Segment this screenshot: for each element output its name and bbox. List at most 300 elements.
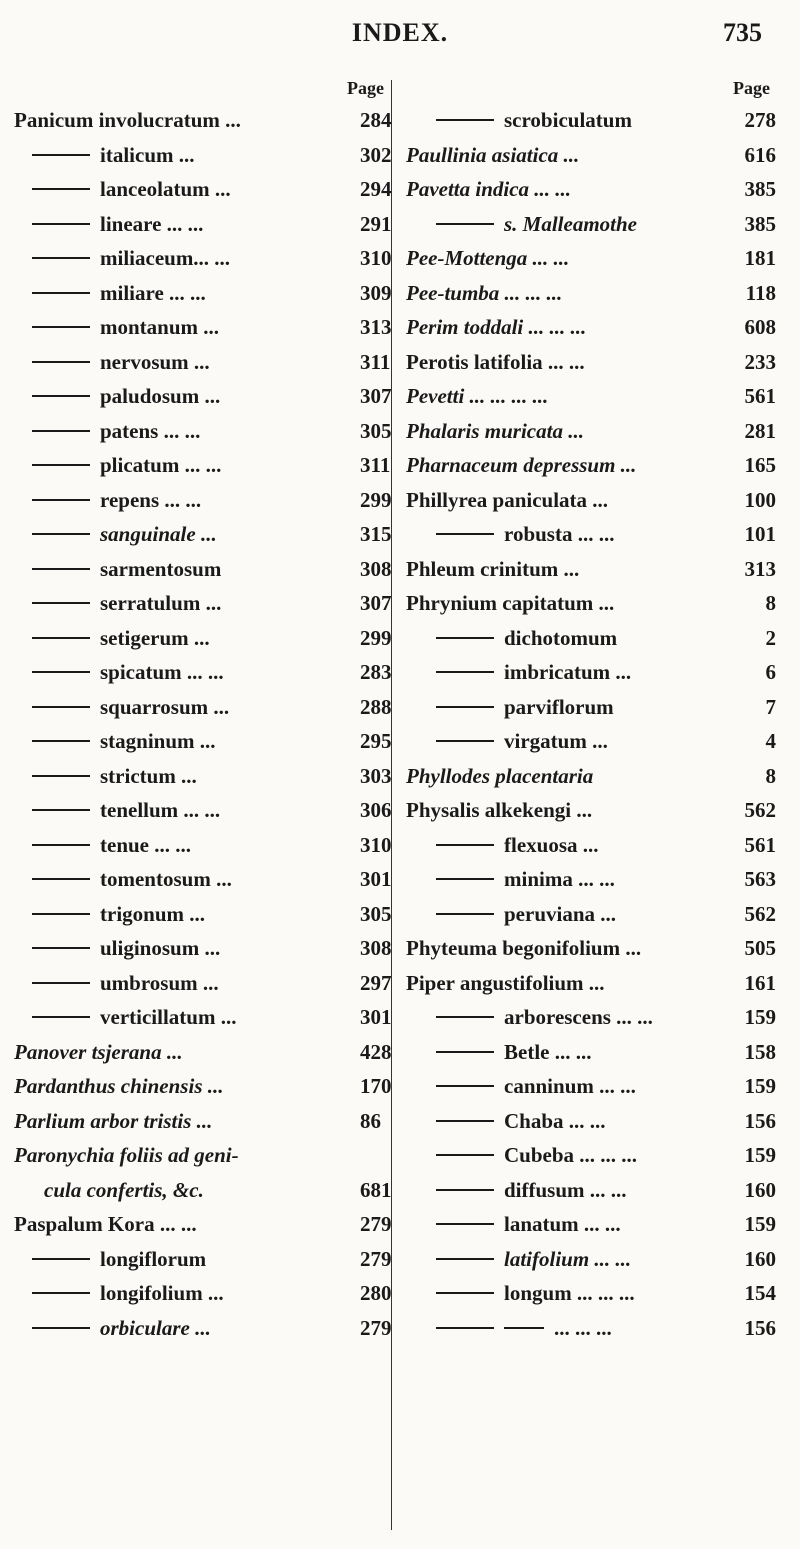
entry-name	[14, 1143, 239, 1168]
ditto-dash	[32, 775, 90, 777]
entry-text: miliaceum... ...	[100, 246, 231, 270]
index-entry	[400, 486, 782, 521]
entry-page-number: 118	[745, 280, 776, 305]
ditto-dash	[32, 257, 90, 259]
index-entry: sanguinale ... 315	[14, 520, 392, 555]
index-entry: umbrosum ... 297	[14, 969, 392, 1004]
entry-name	[32, 419, 200, 444]
ditto-dash	[32, 533, 90, 535]
page-column-heading	[14, 78, 392, 106]
ditto-dash	[436, 740, 494, 742]
entry-page-number: 608	[744, 315, 776, 339]
entry-name	[44, 1178, 204, 1203]
entry-name	[436, 902, 616, 927]
entry-page-number: 8	[765, 763, 776, 788]
entry-name	[32, 971, 219, 996]
index-entry: montanum ... 313	[14, 313, 392, 348]
entry-text: parviflorum	[504, 694, 614, 719]
entry-text: arborescens ... ...	[504, 1005, 653, 1029]
entry-page-number: 101	[744, 522, 776, 546]
index-entry	[400, 796, 782, 831]
ditto-dash	[32, 740, 90, 742]
entry-text: sanguinale ...	[100, 522, 217, 546]
index-entry: lineare ... ... 291	[14, 210, 392, 245]
index-entry	[400, 1038, 782, 1073]
index-entry: tomentosum ... 301	[14, 865, 392, 900]
entry-page-number: 561	[744, 384, 776, 408]
page-number: 735	[723, 18, 762, 47]
entry-name	[436, 833, 599, 858]
entry-name	[406, 971, 605, 996]
entry-page-number: 100	[744, 487, 776, 512]
entry-page-number: 159	[744, 1212, 776, 1236]
ditto-dash	[504, 1327, 544, 1329]
entry-text: robusta ... ...	[504, 522, 615, 546]
ditto-dash	[32, 1292, 90, 1294]
ditto-dash	[32, 568, 90, 570]
ditto-dash	[32, 395, 90, 397]
index-entry	[400, 865, 782, 900]
index-entry	[400, 210, 782, 245]
index-entry: setigerum ... 299	[14, 624, 392, 659]
entry-text: setigerum ...	[100, 625, 210, 650]
entry-text: spicatum ... ...	[100, 660, 224, 684]
entry-text: flexuosa ...	[504, 832, 599, 857]
page-label: Page	[347, 78, 384, 98]
entry-name	[406, 177, 571, 202]
ditto-dash	[32, 499, 90, 501]
entry-name	[436, 522, 614, 547]
index-entry: plicatum ... ... 311	[14, 451, 392, 486]
ditto-dash	[436, 119, 494, 121]
index-entry: uliginosum ... 308	[14, 934, 392, 969]
entry-text: Panover tsjerana ...	[14, 1039, 183, 1064]
entry-text: Phrynium capitatum ...	[406, 591, 615, 615]
entry-text: trigonum ...	[100, 901, 205, 926]
page-column-heading	[400, 78, 782, 106]
entry-page-number: 8	[765, 591, 776, 615]
entry-name	[32, 798, 220, 823]
index-entry: Pardanthus chinensis ... 170	[14, 1074, 392, 1098]
entry-text: lanceolatum ...	[100, 177, 231, 201]
index-entry	[400, 348, 782, 383]
entry-text: uliginosum ...	[100, 936, 221, 960]
ditto-dash	[32, 188, 90, 190]
index-entry: lanceolatum ... 294	[14, 175, 392, 210]
entry-name	[32, 453, 221, 478]
entry-name	[436, 1005, 653, 1030]
page-title: INDEX.	[351, 18, 449, 47]
entry-text: Pee-tumba ... ... ...	[406, 280, 563, 305]
entry-text: verticillatum ...	[100, 1005, 237, 1029]
entry-text: nervosum ...	[100, 349, 210, 374]
index-entry: paludosum ... 307	[14, 382, 392, 417]
entry-text: repens ... ...	[100, 487, 202, 512]
ditto-dash	[436, 1189, 494, 1191]
entry-name	[436, 212, 637, 237]
entry-page-number: 562	[744, 901, 776, 926]
entry-page-number: 159	[744, 1005, 776, 1029]
ditto-dash	[436, 878, 494, 880]
entry-page-number: 6	[765, 660, 776, 684]
index-entry: Panicum involucratum ... 284	[14, 108, 392, 132]
entry-text: Phyllodes placentaria	[406, 763, 594, 788]
index-entry	[400, 934, 782, 969]
index-entry	[400, 1141, 782, 1176]
entry-name	[406, 419, 584, 444]
entry-text: Phleum crinitum ...	[406, 556, 580, 581]
entry-name	[14, 1212, 197, 1237]
index-entry	[400, 969, 782, 1004]
ditto-dash	[32, 223, 90, 225]
index-entry	[400, 727, 782, 762]
entry-name	[406, 798, 592, 823]
ditto-dash	[436, 671, 494, 673]
index-entry: Parlium arbor tristis ... 86	[14, 1108, 381, 1133]
entry-name	[406, 557, 579, 582]
index-entry: sarmentosum 308	[14, 555, 392, 590]
entry-text: Physalis alkekengi ...	[406, 798, 593, 822]
entry-name	[32, 522, 217, 547]
entry-text: serratulum ...	[100, 591, 222, 615]
entry-text: orbiculare ...	[100, 1315, 211, 1340]
index-entry: longiflorum 279	[14, 1245, 392, 1280]
page-label: Page	[733, 78, 770, 98]
entry-text: lanatum ... ...	[504, 1212, 621, 1236]
index-entry	[400, 520, 782, 555]
entry-name	[32, 315, 219, 340]
ditto-dash	[32, 671, 90, 673]
entry-text: Pee-Mottenga ... ...	[406, 246, 570, 270]
index-entry: trigonum ... 305	[14, 900, 392, 935]
entry-name	[32, 902, 205, 927]
entry-text: plicatum ... ...	[100, 453, 222, 477]
ditto-dash	[436, 706, 494, 708]
entry-text: squarrosum ...	[100, 694, 230, 719]
entry-page-number: 385	[744, 211, 776, 236]
entry-text: Paullinia asiatica ...	[406, 142, 580, 167]
ditto-dash	[436, 1051, 494, 1053]
index-entry: longifolium ... 280	[14, 1279, 392, 1314]
index-entry	[400, 1176, 782, 1211]
ditto-dash	[32, 464, 90, 466]
entry-name	[436, 1212, 621, 1237]
entry-text: Paspalum Kora ... ...	[14, 1212, 197, 1236]
index-entry: serratulum ... 307	[14, 589, 392, 624]
entry-name	[406, 246, 569, 271]
entry-page-number: 562	[744, 798, 776, 822]
index-entry	[400, 175, 782, 210]
entry-page-number: 181	[744, 246, 776, 270]
entry-page-number: 154	[744, 1281, 776, 1305]
index-entry	[400, 555, 782, 590]
index-entry	[400, 417, 782, 452]
entry-text: montanum ...	[100, 315, 220, 339]
ditto-dash	[32, 1327, 90, 1329]
entry-name	[436, 1247, 631, 1272]
ditto-dash	[32, 913, 90, 915]
ditto-dash	[436, 1292, 494, 1294]
entry-name	[32, 695, 229, 720]
entry-text: tenue ... ...	[100, 832, 191, 857]
entry-text: Phillyrea paniculata ...	[406, 487, 609, 512]
entry-text: patens ... ...	[100, 418, 201, 443]
entry-name	[32, 833, 191, 858]
entry-page-number: 161	[744, 970, 776, 995]
index-entry	[400, 589, 782, 624]
entry-name	[32, 1316, 211, 1341]
ditto-dash	[436, 1258, 494, 1260]
entry-page-number: 563	[744, 867, 776, 891]
entry-name	[436, 695, 614, 720]
ditto-dash	[436, 1120, 494, 1122]
entry-name	[32, 591, 221, 616]
entry-text: cula confertis, &c.	[44, 1177, 204, 1202]
ditto-dash	[32, 1016, 90, 1018]
ditto-dash	[436, 913, 494, 915]
entry-name	[436, 626, 617, 651]
entry-text: Perim toddali ... ... ...	[406, 315, 587, 339]
entry-text: sarmentosum	[100, 556, 222, 581]
entry-page-number: 313	[744, 556, 776, 581]
entry-name	[436, 660, 631, 685]
entry-name	[32, 729, 216, 754]
entry-text: longifolium ...	[100, 1281, 224, 1305]
index-entry	[400, 693, 782, 728]
ditto-dash	[436, 1154, 494, 1156]
entry-page-number: 156	[744, 1315, 776, 1340]
entry-page-number: 160	[744, 1246, 776, 1271]
entry-name	[32, 867, 232, 892]
entry-text: diffusum ... ...	[504, 1177, 627, 1202]
index-entry	[400, 279, 782, 314]
index-entry: strictum ... 303	[14, 762, 392, 797]
index-entry	[400, 1072, 782, 1107]
entry-name	[406, 315, 586, 340]
ditto-dash	[32, 947, 90, 949]
ditto-dash	[32, 430, 90, 432]
index-entry: nervosum ... 311	[14, 348, 392, 383]
entry-text: stagninum ...	[100, 729, 216, 753]
ditto-dash	[436, 223, 494, 225]
index-entry	[400, 1003, 782, 1038]
index-entry	[400, 658, 782, 693]
entry-text: virgatum ...	[504, 729, 608, 753]
ditto-dash	[32, 637, 90, 639]
entry-page-number: 4	[765, 729, 776, 753]
index-entry	[400, 1107, 782, 1142]
index-entry: patens ... ... 305	[14, 417, 392, 452]
index-entry	[400, 900, 782, 935]
entry-name	[436, 867, 615, 892]
entry-name	[32, 936, 220, 961]
entry-text: Paronychia foliis ad geni-	[14, 1143, 239, 1167]
entry-text: peruviana ...	[504, 901, 617, 926]
index-entry: spicatum ... ... 283	[14, 658, 392, 693]
entry-name	[32, 1005, 236, 1030]
ditto-dash	[32, 361, 90, 363]
entry-name	[406, 488, 608, 513]
entry-name	[32, 764, 197, 789]
entry-text: Pardanthus chinensis ...	[14, 1074, 224, 1098]
entry-text: Parlium arbor tristis ...	[14, 1108, 213, 1133]
entry-name	[436, 1074, 636, 1099]
entry-text: Chaba ... ...	[504, 1108, 606, 1133]
entry-name	[406, 453, 636, 478]
index-entry	[400, 1210, 782, 1245]
entry-text: scrobiculatum	[504, 108, 632, 132]
index-entry: miliaceum... ... 310	[14, 244, 392, 279]
index-entry	[400, 1245, 782, 1280]
entry-name	[32, 177, 231, 202]
entry-page-number: 616	[744, 142, 776, 167]
ditto-dash	[32, 1258, 90, 1260]
ditto-dash	[436, 533, 494, 535]
entry-text: lineare ... ...	[100, 211, 204, 236]
ditto-dash	[436, 1016, 494, 1018]
entry-text: Pharnaceum depressum ...	[406, 453, 637, 477]
entry-text: dichotomum	[504, 625, 618, 650]
ditto-dash	[436, 1327, 494, 1329]
ditto-dash	[32, 809, 90, 811]
page-header	[0, 18, 800, 54]
entry-name	[32, 143, 195, 168]
entry-name	[32, 281, 206, 306]
index-entry: Panover tsjerana ... 428	[14, 1039, 392, 1064]
entry-text: Pevetti ... ... ... ...	[406, 384, 549, 408]
index-entry: verticillatum ... 301	[14, 1003, 392, 1038]
entry-text: italicum ...	[100, 142, 195, 167]
entry-page-number: 505	[744, 936, 776, 960]
entry-name	[32, 626, 210, 651]
entry-name	[436, 108, 632, 133]
entry-name	[436, 1281, 635, 1306]
entry-text: canninum ... ...	[504, 1074, 636, 1098]
entry-name	[32, 660, 224, 685]
entry-name	[32, 350, 210, 375]
entry-name	[32, 557, 221, 582]
index-entry	[400, 831, 782, 866]
entry-name	[406, 350, 585, 375]
entry-name	[436, 1143, 637, 1168]
index-entry	[400, 244, 782, 279]
entry-name	[436, 1040, 591, 1065]
ditto-dash	[32, 878, 90, 880]
ditto-dash	[32, 706, 90, 708]
entry-text: Panicum involucratum ...	[14, 108, 241, 132]
entry-name	[14, 1074, 224, 1099]
entry-name	[32, 488, 201, 513]
index-entry: miliare ... ... 309	[14, 279, 392, 314]
entry-text: tomentosum ...	[100, 867, 232, 891]
ditto-dash	[436, 637, 494, 639]
index-entry	[400, 141, 782, 176]
ditto-dash	[436, 1085, 494, 1087]
index-entry: cula confertis, &c. 681	[44, 1177, 392, 1202]
index-entry: Paspalum Kora ... ... 279	[14, 1212, 392, 1236]
entry-text: paludosum ...	[100, 384, 221, 408]
entry-page-number: 156	[744, 1108, 776, 1133]
entry-name	[406, 936, 641, 961]
entry-name	[406, 764, 593, 789]
index-entry	[400, 762, 782, 797]
index-entry: stagninum ... 295	[14, 727, 392, 762]
index-entry	[400, 624, 782, 659]
index-entry	[400, 451, 782, 486]
index-entry: italicum ... 302	[14, 141, 392, 176]
entry-page-number: 159	[744, 1143, 776, 1167]
entry-name	[32, 384, 220, 409]
entry-name	[14, 1109, 212, 1134]
index-entry: orbiculare ... 279	[14, 1314, 392, 1349]
entry-text: miliare ... ...	[100, 280, 206, 305]
ditto-dash	[436, 1223, 494, 1225]
entry-text: strictum ...	[100, 763, 197, 788]
index-entry	[400, 1314, 782, 1349]
entry-name	[14, 108, 241, 133]
index-entry: tenue ... ... 310	[14, 831, 392, 866]
entry-text: Perotis latifolia ... ...	[406, 349, 585, 374]
ditto-dash	[32, 602, 90, 604]
index-entry: tenellum ... ... 306	[14, 796, 392, 831]
entry-text: Phyteuma begonifolium ...	[406, 936, 642, 960]
entry-text: umbrosum ...	[100, 970, 219, 995]
index-entry	[400, 382, 782, 417]
entry-page-number: 2	[765, 625, 776, 650]
index-entry	[400, 313, 782, 348]
index-entry	[400, 106, 782, 141]
ditto-dash	[32, 844, 90, 846]
index-column-right	[400, 78, 782, 1348]
entry-text: longum ... ... ...	[504, 1281, 635, 1305]
index-entry: repens ... ... 299	[14, 486, 392, 521]
entry-text: minima ... ...	[504, 867, 615, 891]
entry-text: tenellum ... ...	[100, 798, 221, 822]
ditto-dash	[32, 326, 90, 328]
entry-name	[32, 1247, 206, 1272]
entry-page-number: 233	[744, 349, 776, 374]
entry-page-number: 385	[744, 177, 776, 201]
entry-page-number: 165	[744, 453, 776, 477]
entry-page-number: 159	[744, 1074, 776, 1098]
entry-name	[32, 246, 230, 271]
entry-text: ... ... ...	[554, 1315, 612, 1340]
entry-text: latifolium ... ...	[504, 1246, 632, 1271]
entry-text: Phalaris muricata ...	[406, 418, 584, 443]
entry-text: s. Malleamothe	[504, 211, 638, 236]
index-entry	[14, 1141, 392, 1176]
entry-page-number: 278	[744, 108, 776, 132]
entry-page-number: 160	[744, 1177, 776, 1202]
ditto-dash	[32, 292, 90, 294]
entry-name	[436, 1109, 606, 1134]
entry-text: Betle ... ...	[504, 1039, 592, 1064]
ditto-dash	[32, 154, 90, 156]
index-entry: squarrosum ... 288	[14, 693, 392, 728]
index-column-left	[14, 78, 392, 1348]
entry-name	[406, 384, 548, 409]
entry-name	[406, 591, 614, 616]
entry-page-number: 281	[744, 418, 776, 443]
entry-page-number: 561	[744, 832, 776, 857]
entry-page-number: 7	[765, 694, 776, 719]
entry-name	[436, 1316, 612, 1341]
index-entry	[400, 1279, 782, 1314]
entry-text: Pavetta indica ... ...	[406, 177, 572, 201]
entry-name	[436, 729, 608, 754]
entry-name	[406, 281, 562, 306]
entry-name	[32, 212, 203, 237]
